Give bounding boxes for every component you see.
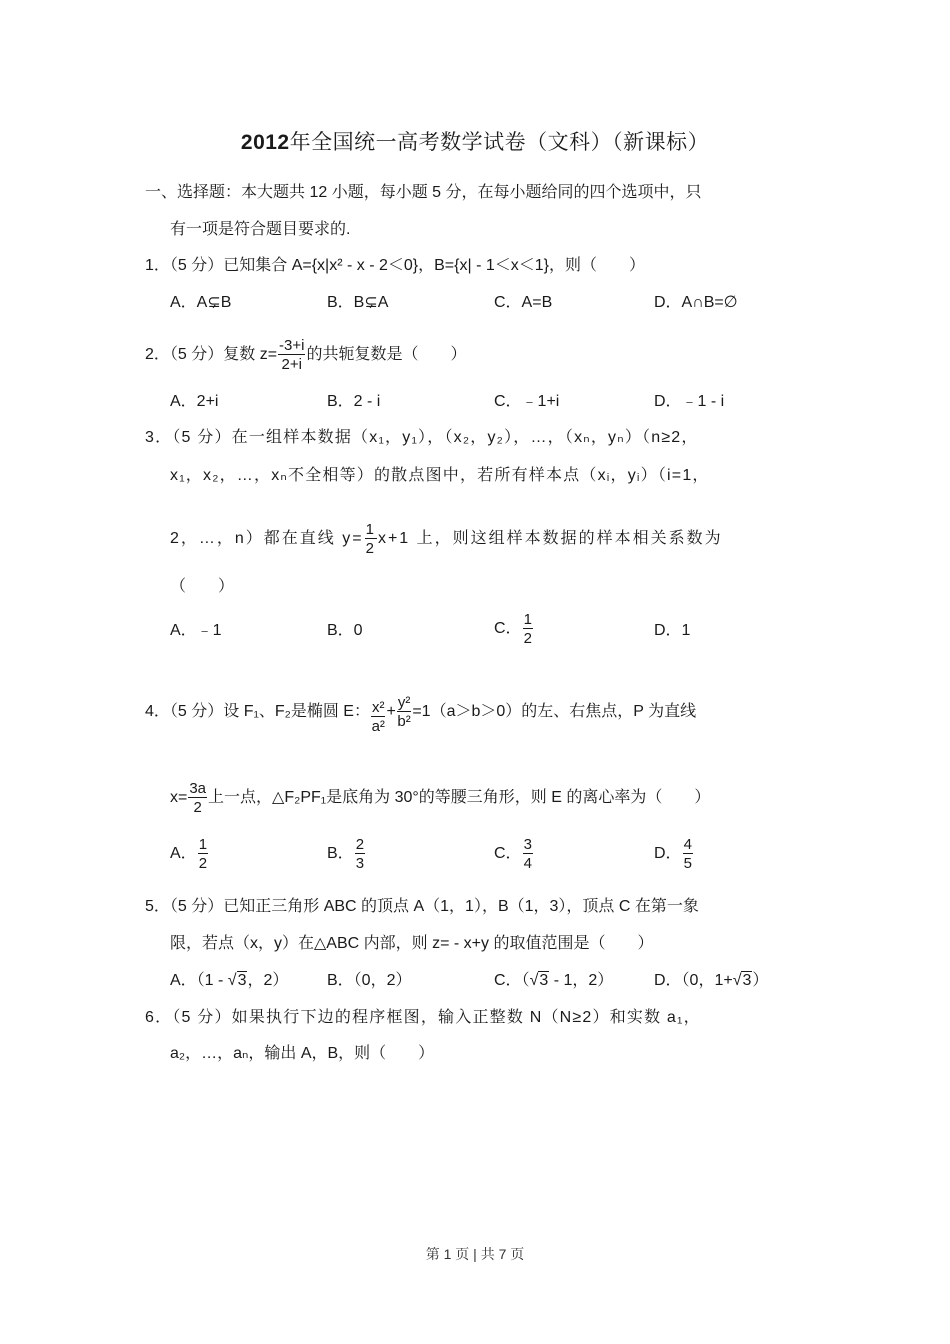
fraction xyxy=(397,695,412,729)
question-text: x+1 上，则这组样本数据的样本相关系数为 xyxy=(377,530,723,548)
section-heading-line2: 有一项是符合题目要求的. xyxy=(170,221,351,238)
question-text: （5 分）如果执行下边的程序框图，输入正整数 N（N≥2）和实数 a₁， xyxy=(172,1009,701,1026)
fraction xyxy=(198,837,208,871)
question-3-line3 xyxy=(170,522,723,556)
fraction-denominator: 4 xyxy=(523,855,532,872)
fraction xyxy=(523,837,533,871)
q2-option-c: C．﹣1+i xyxy=(494,393,560,410)
fraction-denominator: 2 xyxy=(365,540,376,557)
q4-option-b xyxy=(327,837,366,871)
q1-option-d: D．A∩B=∅ xyxy=(654,294,738,311)
fraction-denominator: 2+i xyxy=(281,356,302,373)
fraction-denominator: 2 xyxy=(523,630,532,647)
option-text: ，2） xyxy=(247,972,289,989)
fraction-denominator: a² xyxy=(371,718,385,735)
radicand: 3 xyxy=(742,972,752,989)
q1-option-b: B．B⊊A xyxy=(327,294,389,311)
fraction-numerator: x² xyxy=(371,699,385,716)
plus-sign: + xyxy=(386,703,396,721)
fraction-denominator: 2 xyxy=(198,855,208,872)
fraction-numerator: 1 xyxy=(523,611,532,628)
q5-option-a xyxy=(170,971,288,991)
q3-option-b: B．0 xyxy=(327,622,363,639)
fraction-numerator: 2 xyxy=(355,836,365,853)
fraction xyxy=(355,837,365,871)
question-text: x= xyxy=(170,789,188,807)
question-5-line1 xyxy=(145,897,699,917)
question-text: 上一点，△F₂PF₁是底角为 30°的等腰三角形，则 E 的离心率为（ ） xyxy=(208,789,711,807)
question-3-line4: （ ） xyxy=(170,578,235,595)
fraction xyxy=(523,612,533,646)
fraction-denominator: 2 xyxy=(193,799,202,816)
sqrt-symbol: √3 xyxy=(732,972,752,989)
fraction xyxy=(188,781,207,815)
question-stem: （5 分）已知集合 A={x|x² - x - 2＜0}，B={x| - 1＜x＜1}，则（ ） xyxy=(169,257,645,274)
question-text: （5 分）设 F₁、F₂是椭圆 E： xyxy=(169,703,370,721)
option-text: C．（ xyxy=(494,972,530,989)
question-3-line2: x₁，x₂，…，xₙ不全相等）的散点图中，若所有样本点（xᵢ，yᵢ）（i=1， xyxy=(170,467,710,484)
option-text: D．（0，1+ xyxy=(654,972,733,989)
fraction-numerator: 1 xyxy=(365,521,376,538)
question-3-line1 xyxy=(145,428,699,448)
option-label: D． xyxy=(654,845,682,863)
page-title xyxy=(0,126,950,156)
q4-option-c xyxy=(494,837,534,871)
question-number: 5． xyxy=(145,898,170,915)
question-stem-pre: （5 分）复数 z= xyxy=(169,346,278,364)
sqrt-symbol: √3 xyxy=(529,972,549,989)
fraction xyxy=(371,700,386,734)
q4-option-a xyxy=(170,837,209,871)
question-number: 4． xyxy=(145,703,170,721)
option-text: - 1，2） xyxy=(549,972,614,989)
q3-option-d: D．1 xyxy=(654,622,691,639)
fraction-numerator: -3+i xyxy=(279,337,305,354)
fraction-numerator: 1 xyxy=(198,836,208,853)
fraction-denominator: b² xyxy=(397,713,411,730)
q5-option-d xyxy=(654,971,768,991)
option-label: C． xyxy=(494,845,522,863)
option-label: C． xyxy=(494,620,522,638)
question-5-line2: 限，若点（x，y）在△ABC 内部，则 z= - x+y 的取值范围是（ ） xyxy=(170,935,654,952)
radicand: 3 xyxy=(237,972,247,989)
option-text: A．（1 - xyxy=(170,972,228,989)
fraction-numerator: y² xyxy=(397,694,411,711)
question-text: 2，…，n）都在直线 y= xyxy=(170,530,364,548)
sqrt-symbol: √3 xyxy=(227,972,247,989)
question-number: 3． xyxy=(145,429,173,446)
question-6-line1 xyxy=(145,1008,701,1028)
question-1 xyxy=(145,256,645,276)
q5-option-c xyxy=(494,971,613,991)
q4-option-d xyxy=(654,837,694,871)
fraction-numerator: 3a xyxy=(189,780,207,797)
question-text: =1（a＞b＞0）的左、右焦点，P 为直线 xyxy=(412,703,697,721)
q3-option-a: A．﹣1 xyxy=(170,622,222,639)
fraction xyxy=(365,522,377,556)
question-stem-post: 的共轭复数是（ ） xyxy=(306,346,467,364)
q2-option-a: A．2+i xyxy=(170,393,219,410)
question-text: （5 分）已知正三角形 ABC 的顶点 A（1，1），B（1，3），顶点 C 在第一象 xyxy=(169,898,699,915)
fraction xyxy=(278,338,305,372)
question-number: 1． xyxy=(145,257,170,274)
question-text: （5 分）在一组样本数据（x₁，y₁），（x₂，y₂），…，（xₙ，yₙ）（n≥2， xyxy=(172,429,699,446)
fraction xyxy=(683,837,693,871)
question-4-line2 xyxy=(170,781,710,815)
option-label: A． xyxy=(170,845,197,863)
radicand: 3 xyxy=(539,972,549,989)
question-number: 2． xyxy=(145,346,170,364)
title-text: 年全国统一高考数学试卷（文科）（新课标） xyxy=(289,131,710,154)
question-2 xyxy=(145,338,467,372)
question-6-line2: a₂，…，aₙ，输出 A，B，则（ ） xyxy=(170,1045,435,1062)
q5-option-b: B．（0，2） xyxy=(327,972,412,989)
title-year: 2012 xyxy=(240,131,290,154)
page-footer: 第 1 页 | 共 7 页 xyxy=(425,1246,525,1262)
fraction-numerator: 3 xyxy=(523,836,532,853)
option-label: B． xyxy=(327,845,354,863)
option-text: ） xyxy=(752,972,769,989)
question-number: 6． xyxy=(145,1009,173,1026)
q1-option-a: A．A⊊B xyxy=(170,294,232,311)
q2-option-d: D．﹣1 - i xyxy=(654,393,725,410)
fraction-denominator: 3 xyxy=(355,855,365,872)
fraction-denominator: 5 xyxy=(683,855,692,872)
fraction-numerator: 4 xyxy=(683,836,692,853)
question-4-line1 xyxy=(145,690,696,734)
section-heading-line1: 一、选择题：本大题共 12 小题，每小题 5 分，在每小题给同的四个选项中，只 xyxy=(145,184,702,201)
q1-option-c: C．A=B xyxy=(494,294,553,311)
q3-option-c xyxy=(494,612,534,646)
q2-option-b: B．2 - i xyxy=(327,393,381,410)
